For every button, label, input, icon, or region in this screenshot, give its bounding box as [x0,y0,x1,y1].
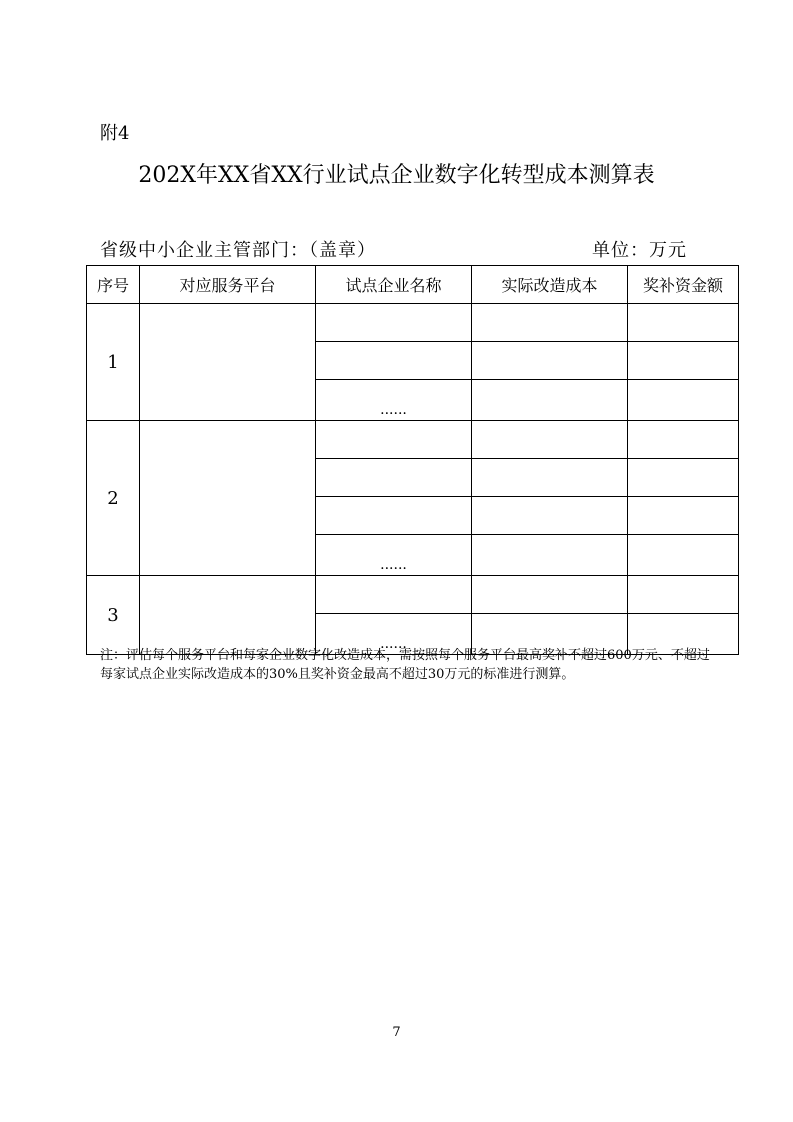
subsidy-cell [628,576,739,614]
table-row [87,421,739,459]
header-company: 试点企业名称 [316,266,472,304]
department-label: 省级中小企业主管部门：（盖章） [100,240,376,261]
row-index: 2 [87,421,140,576]
cost-cell [472,380,628,421]
subsidy-cell [628,497,739,535]
subsidy-cell [628,304,739,342]
cost-cell [472,459,628,497]
company-cell [316,576,472,614]
attachment-label: 附4 [100,123,130,144]
company-cell [316,342,472,380]
cost-cell [472,576,628,614]
subsidy-cell [628,380,739,421]
company-cell [316,421,472,459]
row-index: 1 [87,304,140,421]
header-platform: 对应服务平台 [140,266,316,304]
subsidy-cell [628,421,739,459]
company-cell: ...... [316,614,472,655]
cost-table [86,265,739,655]
cost-cell [472,304,628,342]
subsidy-cell [628,535,739,576]
subsidy-cell [628,342,739,380]
table-row [87,576,739,614]
page-number: 7 [392,1025,401,1040]
footnote: 注：评估每个服务平台和每家企业数字化改造成本，需按照每个服务平台最高奖补不超过600万元、不超过每家试点企业实际改造成本的30%且奖补资金最高不超过30万元的标准进行测算。 [100,648,710,682]
row-index: 3 [87,576,140,655]
platform-cell [140,576,316,655]
platform-cell [140,421,316,576]
table-row [87,304,739,342]
company-cell: ...... [316,535,472,576]
platform-cell [140,304,316,421]
company-cell [316,497,472,535]
company-cell: ...... [316,380,472,421]
header-subsidy: 奖补资金额 [628,266,739,304]
unit-label: 单位：万元 [592,240,687,261]
company-cell [316,304,472,342]
subsidy-cell [628,459,739,497]
cost-cell [472,497,628,535]
header-index: 序号 [87,266,140,304]
cost-cell [472,342,628,380]
document-title: 202X年XX省XX行业试点企业数字化转型成本测算表 [138,163,655,188]
cost-cell [472,421,628,459]
cost-cell [472,535,628,576]
header-cost: 实际改造成本 [472,266,628,304]
company-cell [316,459,472,497]
table-header-row [87,266,739,304]
